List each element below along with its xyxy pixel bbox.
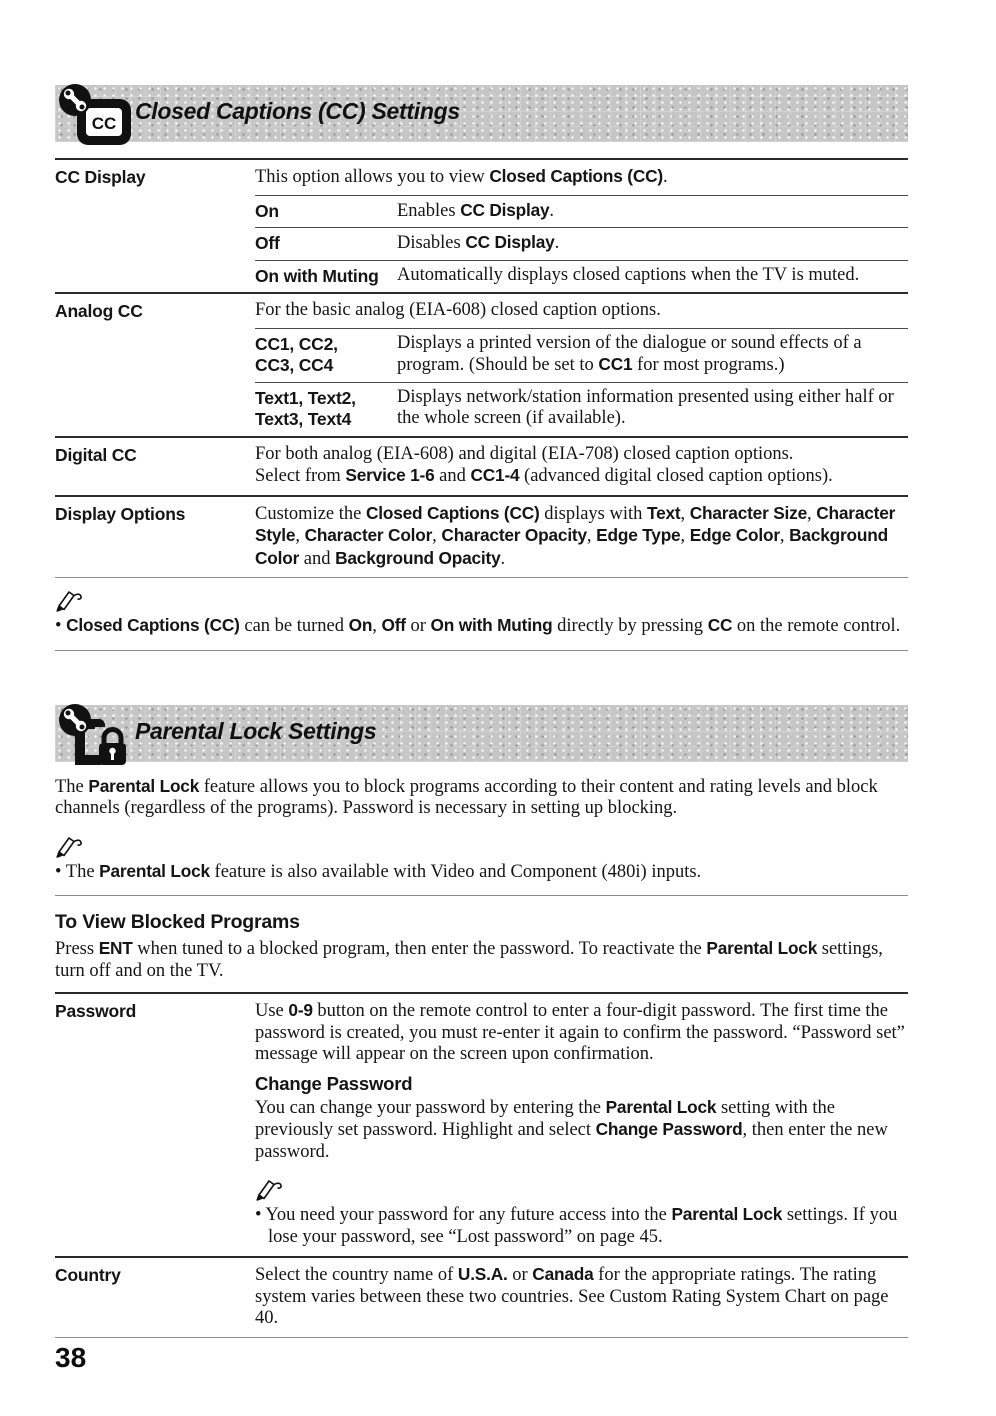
- cc-settings-table: [55, 158, 908, 578]
- note-pencil-icon: [55, 586, 85, 612]
- table-row-digital-cc: [55, 436, 908, 495]
- view-blocked-para: Press ENT when tuned to a blocked program, then enter the password. To reactivate the Parental Lock settings, turn off and on the TV.: [55, 938, 883, 981]
- option-term: On: [255, 200, 279, 221]
- display-options-desc: Customize the Closed Captions (CC) displays with Text, Character Size, Character Style, Character Color, Character Opacity, Edge Type, Edge Color, Background Color and Background Opacity.: [255, 502, 896, 569]
- option-desc: Disables CC Display.: [397, 232, 560, 253]
- manual-page: [55, 0, 908, 1338]
- row-label: Country: [55, 1265, 121, 1285]
- option-desc: Displays a printed version of the dialogue or sound effects of a program. (Should be set to CC1 for most programs.): [397, 332, 862, 375]
- page-number: 38: [55, 1342, 87, 1373]
- option-desc: Displays network/station information presented using either half or the whole screen (if available).: [397, 386, 894, 428]
- table-row-password: [55, 994, 908, 1256]
- note-pencil-icon: [255, 1175, 285, 1201]
- note-text: • Closed Captions (CC) can be turned On, Off or On with Muting directly by pressing CC on the remote control.: [55, 615, 901, 636]
- row-label: Password: [55, 1001, 137, 1021]
- option-row-on-with-muting: [255, 260, 908, 293]
- lock-glyph: [99, 729, 126, 765]
- table-row-analog-cc: [55, 292, 908, 436]
- parental-intro: The Parental Lock feature allows you to block programs according to their content and rating levels and block channels (regardless of the programs). Password is necessary in setting up blocking.: [55, 775, 878, 818]
- view-blocked-heading: To View Blocked Programs: [55, 911, 300, 933]
- option-row-cc1-cc4: [255, 328, 908, 382]
- note-pencil-icon: [55, 832, 85, 858]
- option-desc: Enables CC Display.: [397, 199, 555, 221]
- cc-settings-header-band: [55, 85, 908, 142]
- password-desc: Use 0-9 button on the remote control to enter a four-digit password. The first time the password is created, you must re-enter it again to confirm the password. “Password set” message will appear on the screen upon confirmation.: [255, 1000, 905, 1064]
- row-label: Analog CC: [55, 301, 143, 321]
- option-term: On with Muting: [255, 265, 379, 286]
- option-desc: Automatically displays closed captions when the TV is muted.: [397, 264, 860, 285]
- digital-cc-desc: For both analog (EIA-608) and digital (EIA-708) closed caption options. Select from Service 1-6 and CC1-4 (advanced digital closed caption options).: [255, 443, 833, 486]
- analog-cc-intro: For the basic analog (EIA-608) closed caption options.: [255, 300, 661, 320]
- cc-section-title: Closed Captions (CC) Settings: [135, 98, 460, 124]
- parental-section-title: Parental Lock Settings: [135, 717, 377, 744]
- password-note: [255, 1167, 908, 1256]
- table-row-country: [55, 1256, 908, 1337]
- change-password-desc: You can change your password by entering the Parental Lock setting with the previously set password. Highlight and select Change Password, then enter the new password.: [255, 1096, 888, 1162]
- table-row-display-options: [55, 495, 908, 578]
- option-term: Text1, Text2, Text3, Text4: [255, 387, 356, 429]
- cc-note: [55, 578, 908, 651]
- option-row-text1-text4: [255, 382, 908, 436]
- option-row-off: [255, 227, 908, 260]
- option-row-on: [255, 195, 908, 228]
- option-term: CC1, CC2, CC3, CC4: [255, 333, 338, 375]
- table-row-cc-display: [55, 160, 908, 292]
- parental-lock-table: [55, 992, 908, 1338]
- cc-badge-text: CC: [91, 114, 117, 133]
- row-label: Display Options: [55, 503, 186, 524]
- parental-note: [55, 824, 908, 897]
- row-label: Digital CC: [55, 444, 137, 465]
- country-desc: Select the country name of U.S.A. or Canada for the appropriate ratings. The rating system varies between these two countries. See Custom Rating System Chart on page 40.: [255, 1264, 889, 1328]
- note-text: • The Parental Lock feature is also available with Video and Component (480i) inputs.: [55, 860, 702, 882]
- note-text: • You need your password for any future access into the Parental Lock settings. If you lose your password, see “Lost password” on page 45.: [255, 1204, 898, 1247]
- option-term: Off: [255, 233, 280, 253]
- row-label: CC Display: [55, 167, 146, 187]
- cc-display-intro: This option allows you to view Closed Captions (CC).: [255, 166, 668, 187]
- change-password-heading: Change Password: [255, 1072, 413, 1094]
- parental-lock-header-band: [55, 705, 908, 762]
